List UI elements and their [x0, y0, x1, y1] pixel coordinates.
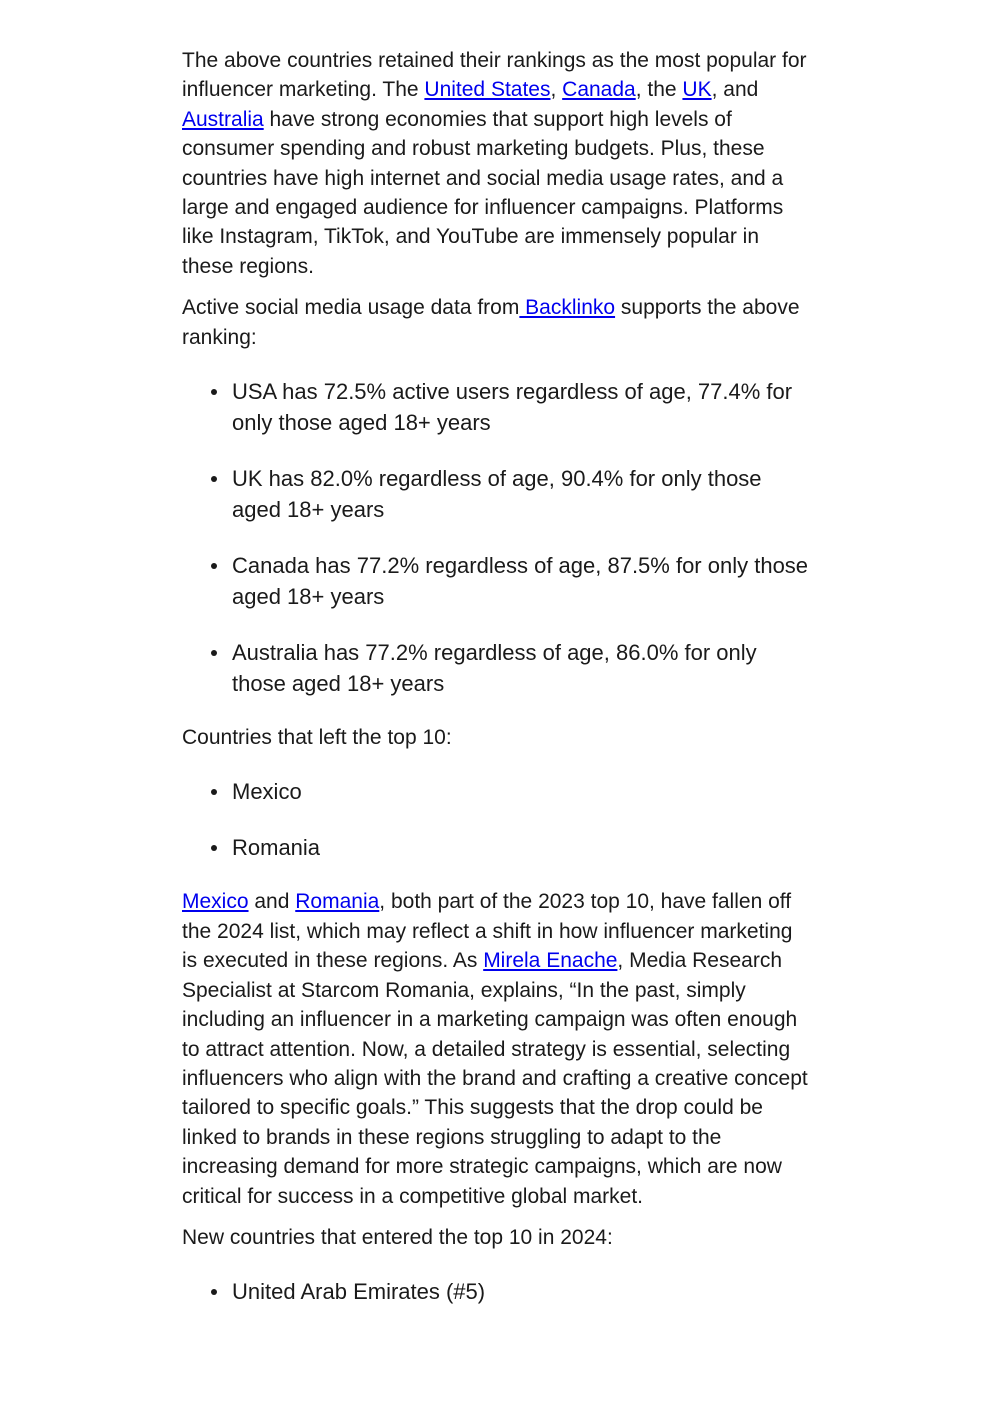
mexico-text-1: and: [248, 890, 296, 914]
usage-paragraph: [182, 293, 812, 352]
left-top10-heading: Countries that left the top 10:: [182, 726, 452, 750]
new-top10-list: [182, 1276, 812, 1307]
link-australia[interactable]: Australia: [182, 107, 264, 131]
new-top10-heading: New countries that entered the top 10 in 2024:: [182, 1225, 613, 1249]
intro-text-3: , and: [711, 78, 759, 102]
list-item-uk: UK has 82.0% regardless of age, 90.4% for only those aged 18+ years: [232, 463, 812, 525]
intro-text-4: have strong economies that support high levels of consumer spending and robust marketing budgets. Plus, these countries have high internet and social media usage rates, and a large and engaged audience for influencer campaigns. Platforms like Instagram, TikTok, and YouTube are immensely popular in these regions.: [182, 107, 784, 278]
list-item-uae: United Arab Emirates (#5): [232, 1276, 812, 1307]
link-canada[interactable]: Canada: [562, 78, 636, 102]
list-item-usa: USA has 72.5% active users regardless of age, 77.4% for only those aged 18+ years: [232, 376, 812, 438]
link-united-states[interactable]: United States: [424, 78, 551, 102]
list-item-mexico: Mexico: [232, 776, 812, 807]
link-uk[interactable]: UK: [682, 78, 712, 102]
intro-sep-1: ,: [550, 78, 563, 102]
usage-text-1: Active social media usage data from: [182, 296, 520, 320]
usage-text-2: supports the above ranking:: [182, 296, 800, 349]
list-item-romania: Romania: [232, 832, 812, 863]
document-page: [182, 46, 812, 1307]
left-top10-list: [182, 776, 812, 863]
usage-stats-list: [182, 376, 812, 699]
intro-paragraph: [182, 46, 812, 281]
link-mexico[interactable]: Mexico: [182, 890, 249, 914]
intro-text-1: The above countries retained their rankings as the most popular for influencer marketing. The: [182, 49, 807, 102]
link-romania[interactable]: Romania: [295, 890, 380, 914]
link-backlinko[interactable]: Backlinko: [519, 296, 616, 320]
intro-text-2: , the: [635, 78, 683, 102]
list-item-australia: Australia has 77.2% regardless of age, 86.0% for only those aged 18+ years: [232, 637, 812, 699]
list-item-canada: Canada has 77.2% regardless of age, 87.5% for only those aged 18+ years: [232, 550, 812, 612]
mexico-text-3: , Media Research Specialist at Starcom Romania, explains, “In the past, simply including an influencer in a marketing campaign was often enough to attract attention. Now, a detailed strategy is essential, selecting influencers who align with the brand and crafting a creative concept tailored to specific goals.” This suggests that the drop could be linked to brands in these regions struggling to adapt to the increasing demand for more strategic campaigns, which are now critical for success in a competitive global market.: [182, 949, 808, 1208]
link-mirela-enache[interactable]: Mirela Enache: [483, 949, 618, 973]
mexico-text-2: , both part of the 2023 top 10, have fallen off the 2024 list, which may reflect a shift in how influencer marketing is executed in these regions. As: [182, 890, 793, 973]
mexico-romania-paragraph: [182, 887, 812, 1210]
